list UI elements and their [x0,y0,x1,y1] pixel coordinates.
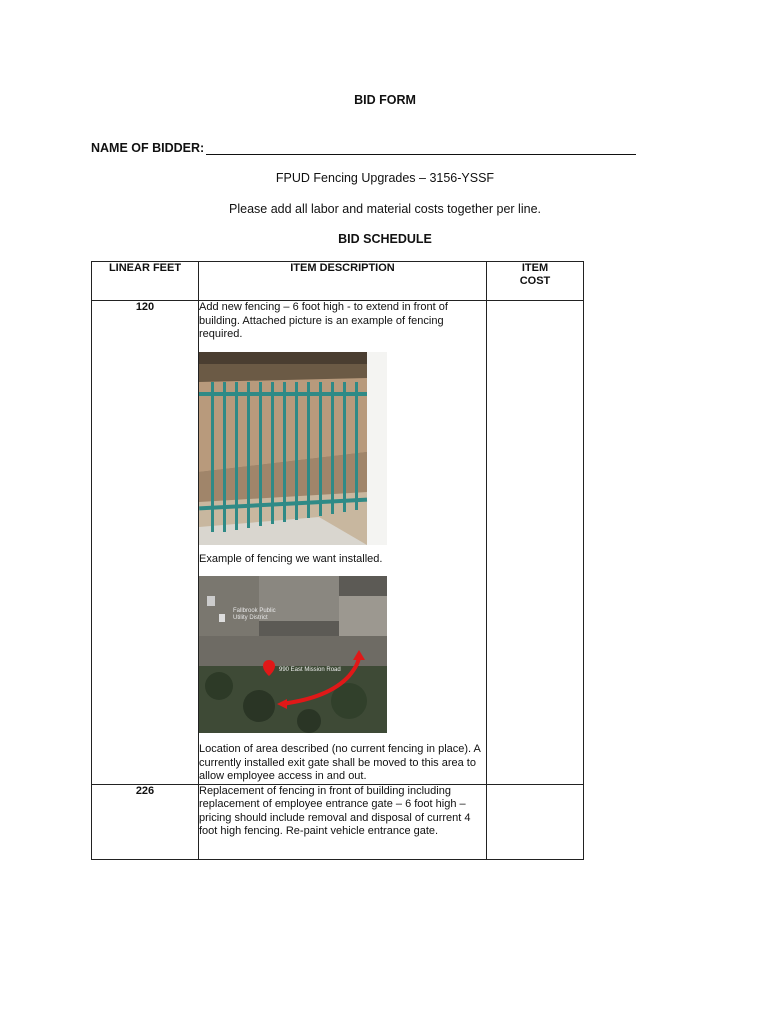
svg-text:Utility District: Utility District [233,615,268,621]
aerial-map-icon [199,576,387,733]
schedule-title: BID SCHEDULE [338,232,432,246]
row2-item-cost[interactable] [487,784,584,859]
fence-photo-icon [199,352,387,545]
row1-item-cost[interactable] [487,301,584,785]
bidder-name-row [91,139,636,155]
fence-photo-caption: Example of fencing we want installed. [199,552,383,565]
svg-text:Fallbrook Public: Fallbrook Public [233,608,276,614]
page-title: BID FORM [354,93,416,107]
table-row [92,784,584,859]
bid-schedule-table [91,261,584,860]
svg-text:990 East Mission Road: 990 East Mission Road [279,667,341,673]
table-row [92,301,584,785]
row2-linear-feet: 226 [92,784,199,859]
row1-description: Add new fencing – 6 foot high - to extend in front of building. Attached picture is an example of fencing required. [199,301,448,340]
project-name: FPUD Fencing Upgrades – 3156-YSSF [275,171,495,185]
bidder-name-label: NAME OF BIDDER: [91,141,205,155]
instruction-text: Please add all labor and material costs together per line. [229,202,541,216]
table-header-row [92,262,584,301]
header-item-cost [487,262,584,301]
bidder-name-field[interactable] [206,141,636,155]
map-caption: Location of area described (no current fencing in place). A currently installed exit gate shall be moved to this area to allow employee access in and out. [199,743,481,782]
header-item-description: ITEM DESCRIPTION [199,262,487,301]
row1-description-cell [199,301,487,785]
header-item-cost-line1: ITEM [521,262,549,274]
row2-description: Replacement of fencing in front of building including replacement of employee entrance gate – 6 foot high – pricing should include removal and disposal of current 4 foot high fencing. Re-paint vehicle entrance gate. [199,784,487,859]
header-linear-feet: LINEAR FEET [92,262,199,301]
header-item-cost-line2: COST [519,275,551,287]
row1-linear-feet: 120 [92,301,199,785]
